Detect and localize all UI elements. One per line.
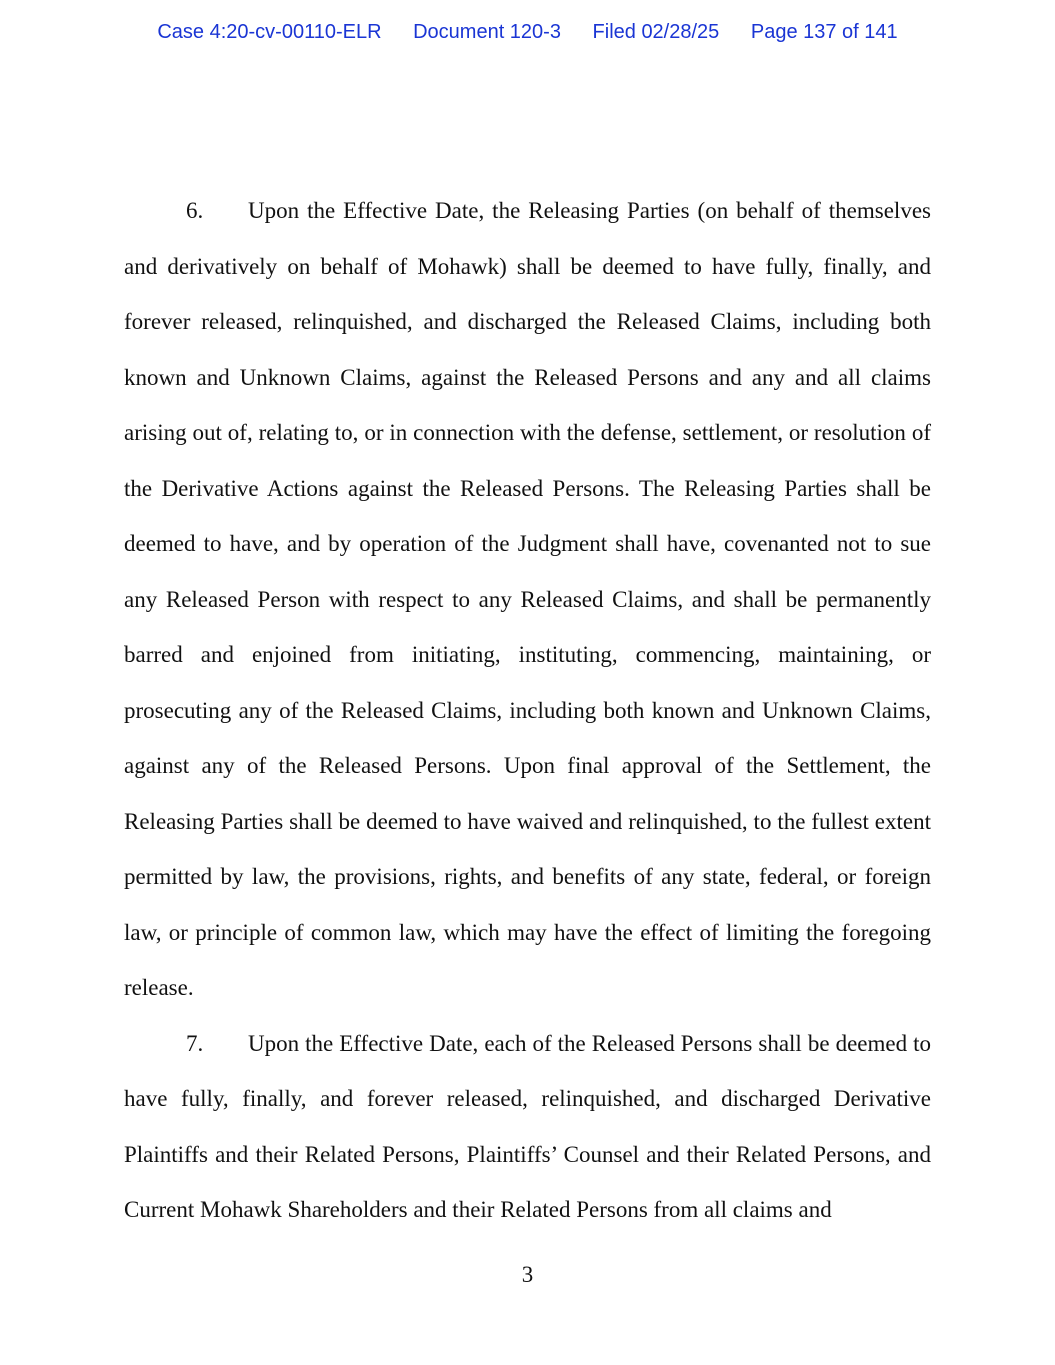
- paragraph-7: [124, 1016, 931, 1238]
- paragraph-text: Upon the Effective Date, each of the Released Persons shall be deemed to have fully, finally, and forever released, relinquished, and discharged Derivative Plaintiffs and their Related Persons, Plaintiffs’ Counsel and their Related Persons, and Current Mohawk Shareholders and their Related Persons from all claims and: [124, 1030, 931, 1222]
- case-number: Case 4:20-cv-00110-ELR: [157, 21, 382, 43]
- paragraph-6: [124, 183, 931, 1016]
- filed-date: Filed 02/28/25: [592, 21, 720, 43]
- document-body: [124, 183, 931, 1238]
- paragraph-text: Upon the Effective Date, the Releasing Parties (on behalf of themselves and derivatively on behalf of Mohawk) shall be deemed to have fully, finally, and forever released, relinquished, and discharged the Released Claims, including both known and Unknown Claims, against the Released Persons and any and all claims arising out of, relating to, or in connection with the defense, settlement, or resolution of the Derivative Actions against the Released Persons. The Releasing Parties shall be deemed to have, and by operation of the Judgment shall have, covenanted not to sue any Released Person with respect to any Released Claims, and shall be permanently barred and enjoined from initiating, instituting, commencing, maintaining, or prosecuting any of the Released Claims, including both known and Unknown Claims, against any of the Released Persons. Upon final approval of the Settlement, the Releasing Parties shall be deemed to have waived and relinquished, to the fullest extent permitted by law, the provisions, rights, and benefits of any state, federal, or foreign law, or principle of common law, which may have the effect of limiting the foregoing release.: [124, 198, 931, 1000]
- paragraph-number: 6.: [186, 198, 204, 223]
- paragraph-number: 7.: [186, 1030, 204, 1056]
- page-number: 3: [521, 1262, 534, 1287]
- ecf-filing-header: [0, 19, 1055, 45]
- page-of-total: Page 137 of 141: [750, 21, 898, 43]
- document-number: Document 120-3: [413, 21, 561, 43]
